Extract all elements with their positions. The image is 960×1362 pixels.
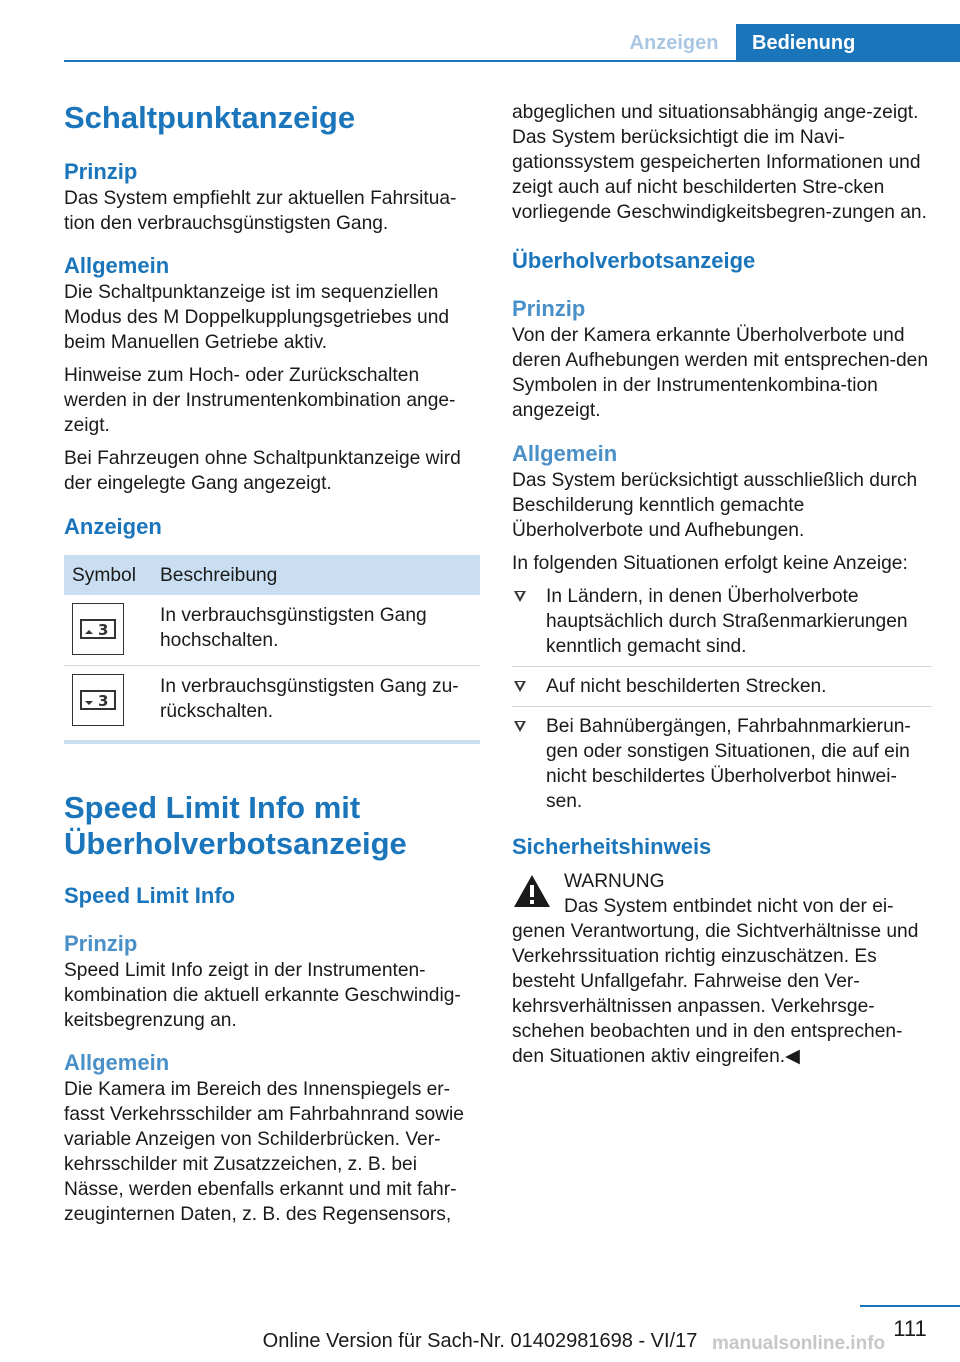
ueb-prinzip-text: Von der Kamera erkannte Überholverbote und deren Aufhebungen werden mit entsprechen-den Symbolen in der Instrumentenkombina-tion angezeigt. [512,325,929,421]
heading-allgemein: Allgemein [64,253,170,278]
situations-list [512,584,932,821]
table-header-symbol: Symbol [64,555,152,595]
allgemein-paragraph-2: Hinweise zum Hoch- oder Zurückschalten werden in der Instrumentenkombination ange-zeigt. [64,365,456,436]
allgemein-paragraph-1: Die Schaltpunktanzeige ist im sequenziellen Modus des M Doppelkupplungsgetriebes und beim Manuellen Getriebe aktiv. [64,282,450,353]
description-cell: In verbrauchsgünstigsten Gang hochschalten. [152,595,480,666]
footer-online-version: Online Version für Sach-Nr. 01402981698 - VI/17 [262,1330,698,1352]
triangle-bullet-icon [514,681,526,692]
sli-allgemein-text: Die Kamera im Bereich des Innenspiegels er-fasst Verkehrsschilder am Fahrbahnrand sowie variable Anzeigen von Schilderbrücken. Ver-kehrsschilder mit Zusatzzeichen, z. B. bei Nässe, werden ebenfalls erkannt und mit fahr-zeuginternen Daten, z. B. des Regensensors, [64,1079,464,1225]
heading-sicherheitshinweis: Sicherheitshinweis [512,834,712,859]
section-title-speed-limit-line1: Speed Limit Info mit [64,790,361,825]
symbol-table [64,555,480,744]
triangle-bullet-icon [514,721,526,732]
continued-text: abgeglichen und situationsabhängig ange-zeigt. Das System berücksichtigt die im Navi-gationssystem gespeicherten Informationen und zeigt auch auf nicht beschilderten Stre-cken vorliegende Geschwindigkeitsbegren-zungen an. [512,102,927,223]
tab-anzeigen[interactable]: Anzeigen [629,32,719,54]
right-column [512,100,932,1069]
gear-number: 3 [98,621,109,639]
list-item [512,674,932,707]
table-row [64,595,480,666]
gear-downshift-icon [72,674,124,726]
symbol-cell [64,595,152,666]
table-header-row [64,555,480,595]
heading-anzeigen: Anzeigen [64,514,162,539]
symbol-cell [64,666,152,743]
heading-ueberholverbotsanzeige: Überholverbotsanzeige [512,248,756,273]
list-item-text: In Ländern, in denen Überholverbote hauptsächlich durch Straßenmarkierungen kenntlich gemacht sind. [546,586,908,657]
heading-sli-allgemein: Allgemein [64,1050,170,1075]
heading-speed-limit-info: Speed Limit Info [64,883,236,908]
allgemein-paragraph-3: Bei Fahrzeugen ohne Schaltpunktanzeige wird der eingelegte Gang angezeigt. [64,448,461,494]
prinzip-text: Das System empfiehlt zur aktuellen Fahrsitua- tion den verbrauchsgünstigsten Gang. [64,188,457,234]
heading-sli-prinzip: Prinzip [64,931,138,956]
heading-prinzip: Prinzip [64,159,138,184]
sli-prinzip-text: Speed Limit Info zeigt in der Instrumenten-kombination die aktuell erkannte Geschwindig-keitsbegrenzung an. [64,960,461,1031]
gear-upshift-icon [72,603,124,655]
gear-number: 3 [98,692,109,710]
list-item-text: Auf nicht beschilderten Strecken. [546,676,827,697]
list-item-text: Bei Bahnübergängen, Fahrbahnmarkierun-gen oder sonstigen Situationen, die auf ein nicht beschildertes Überholverbot hinwei-sen. [546,716,911,812]
list-item [512,584,932,667]
description-cell: In verbrauchsgünstigsten Gang zu-rückschalten. [152,666,480,743]
ueb-situations-intro: In folgenden Situationen erfolgt keine Anzeige: [512,553,908,574]
heading-ueb-prinzip: Prinzip [512,296,586,321]
table-header-beschreibung: Beschreibung [152,555,480,595]
watermark: manualsonline.info [712,1333,886,1354]
warning-triangle-icon [512,873,552,909]
left-column [64,100,480,1227]
ueb-allgemein-text: Das System berücksichtigt ausschließlich durch Beschilderung kenntlich gemachte Überholverbote und Aufhebungen. [512,470,918,541]
warning-block [512,869,932,1069]
warning-label: WARNUNG [564,871,665,892]
page-number: 111 [893,1316,927,1341]
section-title-speed-limit-line2: Überholverbotsanzeige [64,826,407,861]
heading-ueb-allgemein: Allgemein [512,441,618,466]
tab-bedienung[interactable]: Bedienung [736,24,960,62]
triangle-bullet-icon [514,591,526,602]
footer-divider [860,1305,960,1307]
list-item [512,714,932,821]
warning-text: Das System entbindet nicht von der ei-genen Verantwortung, die Sichtverhältnisse und Verkehrssituation richtig einzuschätzen. Es besteht Unfallgefahr. Fahrweise den Ver-kehrsverhältnissen anpassen. Verkehrsge-schehen beobachten und in den entsprechen-den Situationen aktiv eingreifen.◀ [512,896,919,1067]
section-title-schaltpunktanzeige: Schaltpunktanzeige [64,100,356,135]
header-divider [64,60,960,62]
table-row [64,666,480,743]
